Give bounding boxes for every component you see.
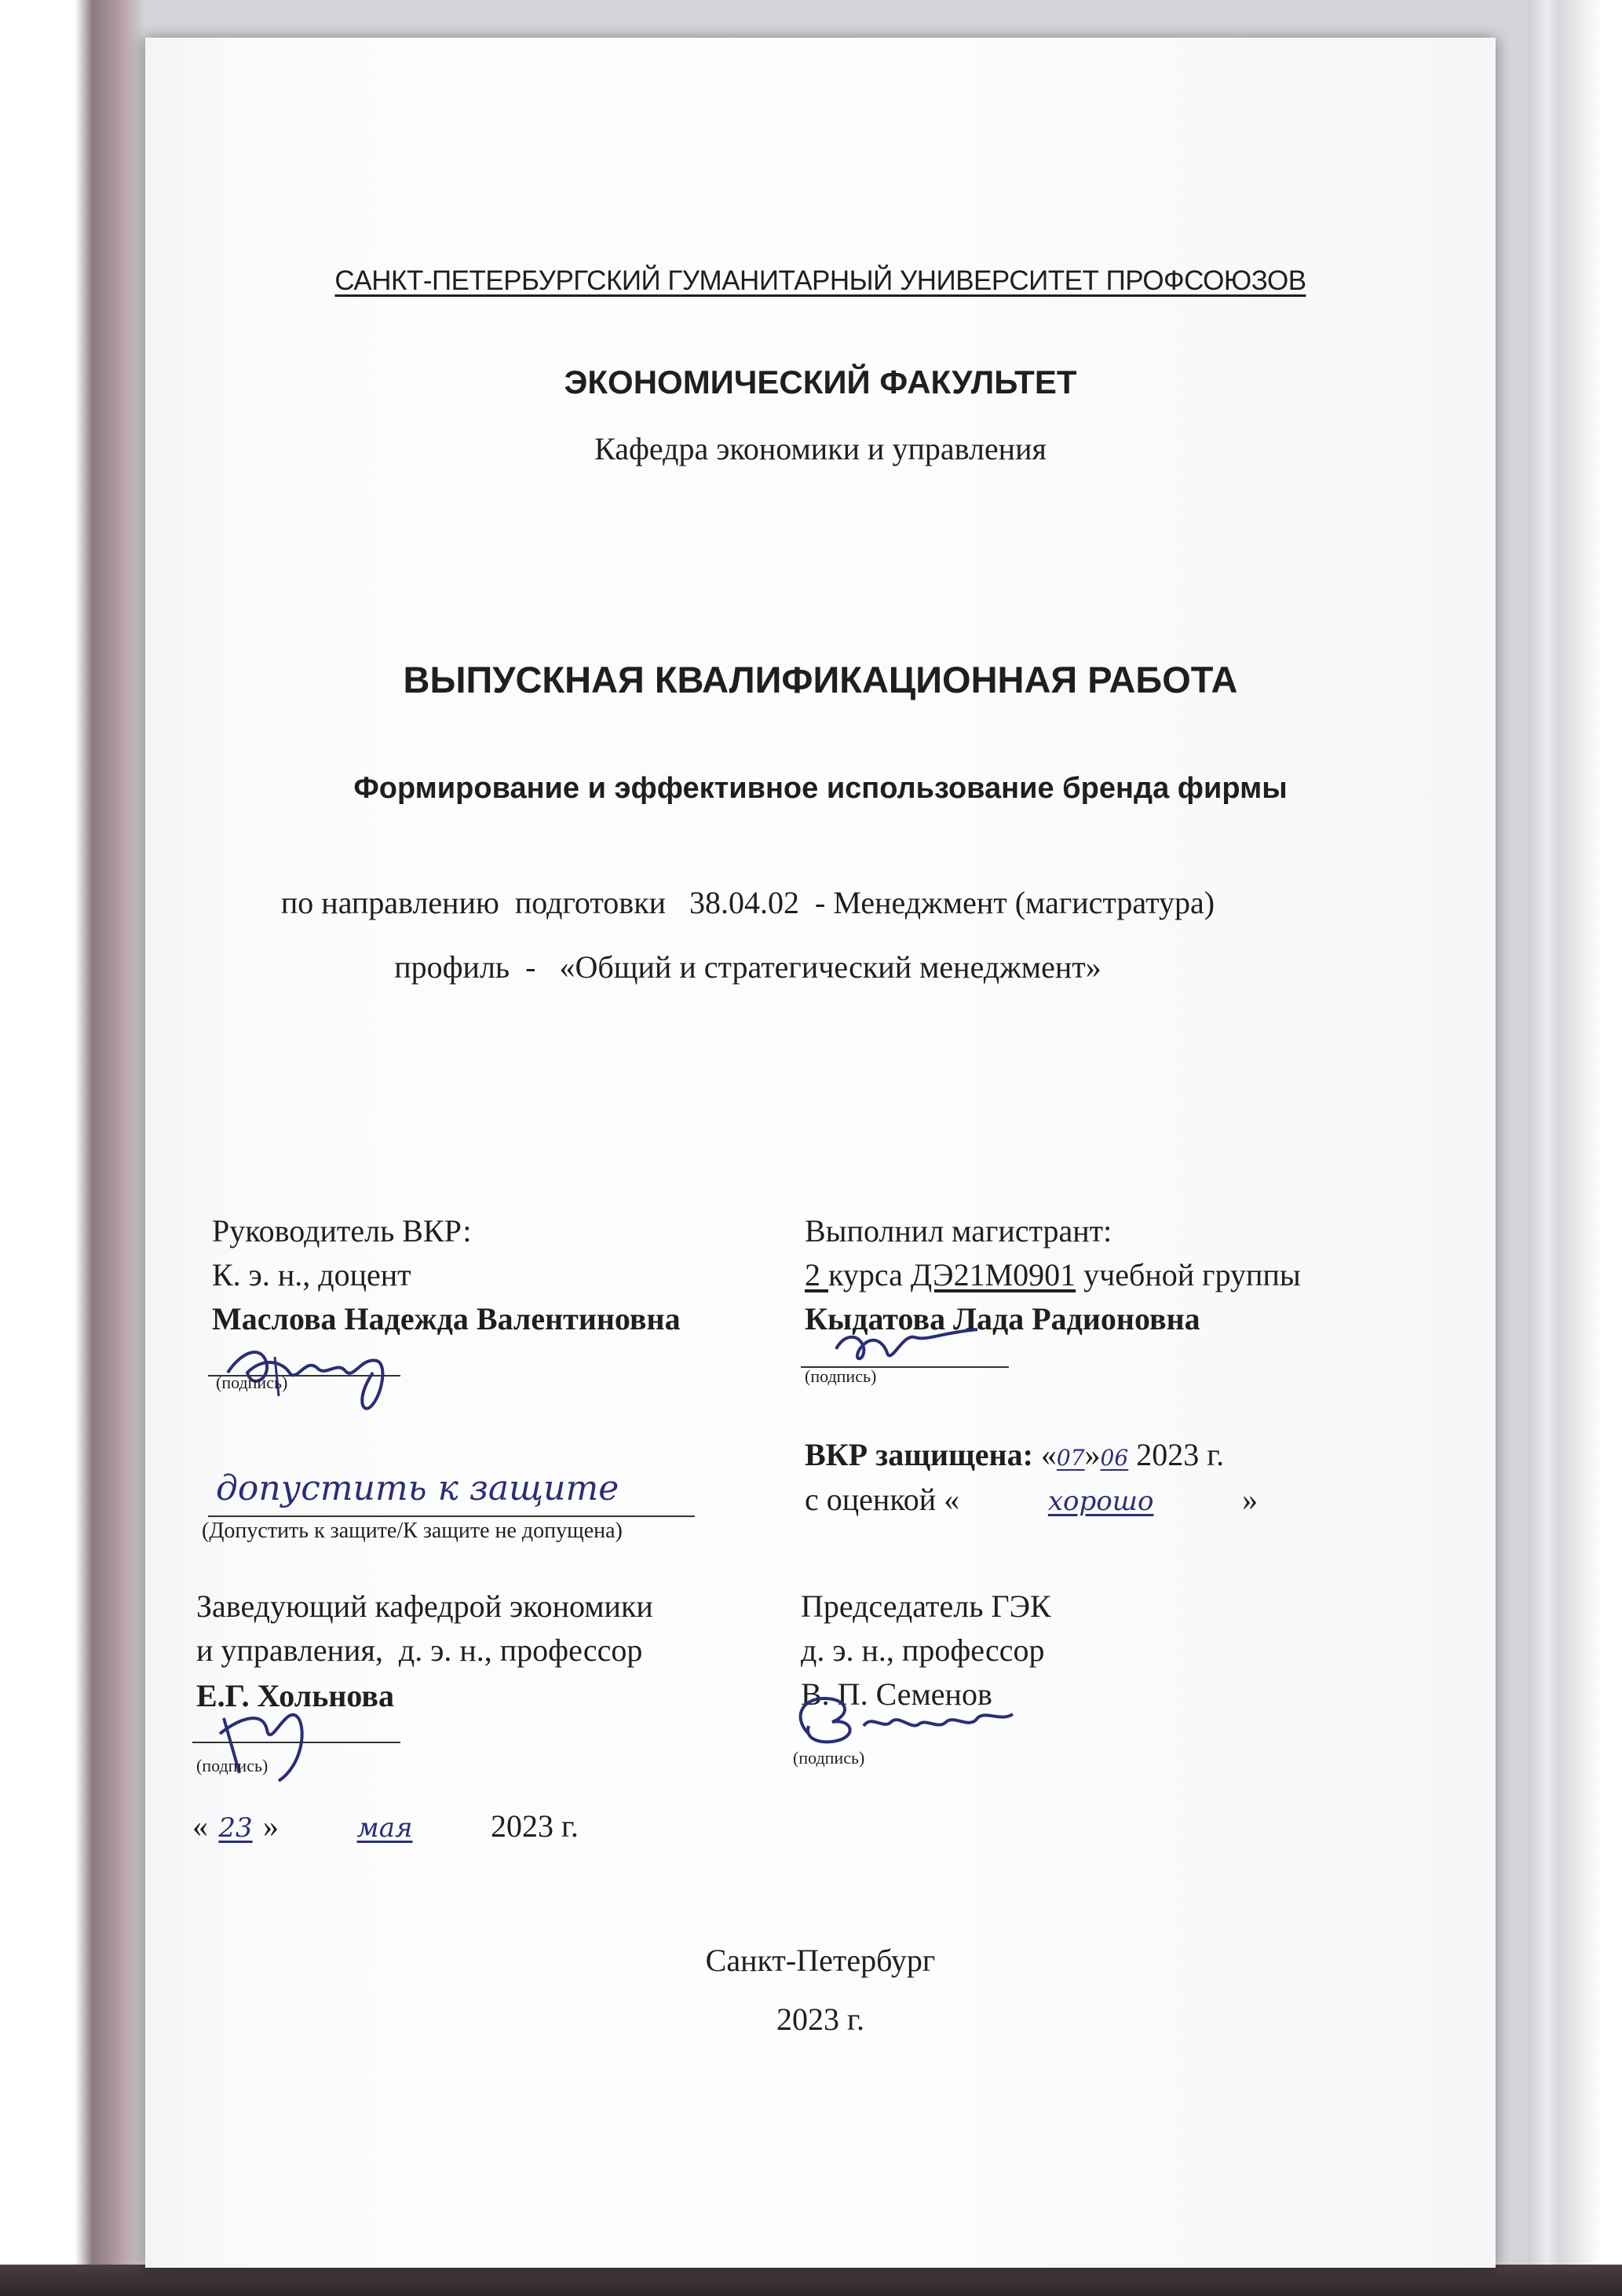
defense-line xyxy=(805,1439,1224,1471)
head-date-line xyxy=(192,1808,579,1844)
student-name: Кыдатова Лада Радионовна xyxy=(805,1301,1200,1336)
supervisor-signature xyxy=(220,1325,408,1416)
university-name: САНКТ-ПЕТЕРБУРГСКИЙ ГУМАНИТАРНЫЙ УНИВЕРСИТЕТ ПРОФСОЮЗОВ xyxy=(334,265,1306,296)
table-surface xyxy=(0,2265,1622,2296)
work-type: ВЫПУСКНАЯ КВАЛИФИКАЦИОННАЯ РАБОТА xyxy=(403,659,1238,700)
head-date-open-quote: « xyxy=(192,1808,208,1844)
head-role: Заведующий кафедрой экономики xyxy=(196,1589,653,1624)
head-degree: и управления, д. э. н., профессор xyxy=(196,1632,643,1668)
admission-handwritten: допустить к защите xyxy=(216,1468,619,1508)
work-topic: Формирование и эффективное использование бренда фирмы xyxy=(353,772,1288,805)
defense-open-quote: « xyxy=(1032,1437,1057,1472)
head-date-year: 2023 г. xyxy=(483,1808,579,1844)
chair-degree: д. э. н., профессор xyxy=(801,1632,1045,1668)
student-group-suffix: учебной группы xyxy=(1076,1257,1301,1292)
admission-caption: (Допустить к защите/К защите не допущена) xyxy=(202,1519,623,1543)
admission-line xyxy=(208,1515,695,1517)
head-date-month: мая xyxy=(356,1812,413,1844)
supervisor-name: Маслова Надежда Валентиновна xyxy=(212,1301,681,1336)
head-signature-line xyxy=(192,1742,400,1743)
footer-city: Санкт-Петербург xyxy=(705,1943,936,1978)
supervisor-degree: К. э. н., доцент xyxy=(212,1257,411,1292)
department-name: Кафедра экономики и управления xyxy=(594,431,1047,466)
student-group: ДЭ21М0901 xyxy=(910,1257,1076,1292)
title-page xyxy=(145,38,1496,2268)
faculty-name: ЭКОНОМИЧЕСКИЙ ФАКУЛЬТЕТ xyxy=(564,364,1077,400)
defense-day: 07 xyxy=(1056,1445,1085,1471)
student-course-number: 2 xyxy=(805,1257,828,1292)
chair-name: В. П. Семенов xyxy=(801,1676,992,1712)
binder-right-edge xyxy=(1528,0,1622,2296)
head-name: Е.Г. Хольнова xyxy=(196,1678,394,1713)
head-date-close-quote: » xyxy=(263,1808,287,1844)
study-direction: по направлению подготовки 38.04.02 - Менеджмент (магистратура) xyxy=(280,885,1215,920)
student-role: Выполнил магистрант: xyxy=(805,1213,1112,1249)
chair-signature-caption: (подпись) xyxy=(793,1748,865,1768)
student-signature-caption: (подпись) xyxy=(805,1366,877,1386)
footer-year: 2023 г. xyxy=(776,2002,864,2037)
supervisor-signature-caption: (подпись) xyxy=(216,1373,288,1392)
grade-prefix: с оценкой « xyxy=(805,1482,960,1517)
defense-close-quote: » xyxy=(1084,1437,1101,1472)
grade-suffix: » xyxy=(1242,1482,1259,1517)
chair-signature xyxy=(785,1687,1021,1749)
student-course-word: курса xyxy=(828,1257,911,1292)
defense-year: 2023 г. xyxy=(1128,1437,1225,1472)
head-date-day: 23 xyxy=(218,1812,253,1844)
student-signature xyxy=(828,1318,985,1373)
defense-month: 06 xyxy=(1100,1445,1129,1471)
chair-role: Председатель ГЭК xyxy=(801,1589,1051,1624)
supervisor-role: Руководитель ВКР: xyxy=(212,1213,472,1249)
head-signature-caption: (подпись) xyxy=(196,1756,269,1775)
grade-value: хорошо xyxy=(1047,1486,1154,1517)
student-course-line xyxy=(805,1257,1301,1292)
defense-label: ВКР защищена: xyxy=(805,1437,1033,1472)
grade-line xyxy=(805,1484,1258,1515)
study-profile: профиль - «Общий и стратегический менеджмент» xyxy=(394,949,1101,985)
